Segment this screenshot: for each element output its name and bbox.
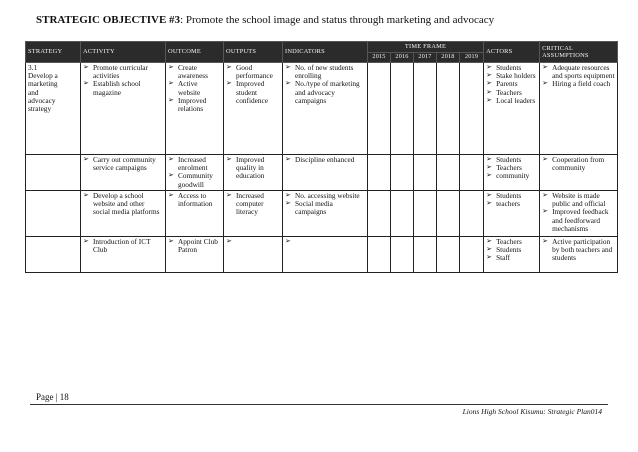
time-frame-cell <box>414 63 437 155</box>
arrow-bullet-icon: ➢ <box>226 155 232 163</box>
arrow-bullet-icon: ➢ <box>542 191 548 199</box>
arrow-bullet-icon: ➢ <box>168 63 174 71</box>
activity-text: Establish school magazine <box>93 79 141 97</box>
header-critical-assumptions: CRITICAL ASSUMPTIONS <box>540 42 618 63</box>
assumptions-text: Improved feedback and feedforward mechanisms <box>552 207 609 233</box>
arrow-bullet-icon: ➢ <box>486 155 492 163</box>
assumptions-cell <box>540 155 618 191</box>
arrow-bullet-icon: ➢ <box>486 163 492 172</box>
actors-text: Parents <box>496 79 518 89</box>
outcome-item <box>168 64 221 80</box>
indicators-item <box>285 200 365 216</box>
outcome-cell <box>166 155 224 191</box>
indicators-list <box>285 192 365 217</box>
outputs-cell <box>224 237 283 273</box>
assumptions-item <box>542 80 615 88</box>
indicators-text: No. accessing website <box>295 191 360 200</box>
arrow-bullet-icon: ➢ <box>486 199 492 208</box>
actors-cell <box>484 155 540 191</box>
outputs-list <box>226 64 280 105</box>
time-frame-cell <box>437 155 460 191</box>
assumptions-text: Adequate resources and sports equipment <box>552 63 615 81</box>
outputs-list <box>226 156 280 181</box>
actors-cell <box>484 237 540 273</box>
outcome-text: Appoint Club Patron <box>178 237 218 255</box>
outcome-list <box>168 192 221 208</box>
assumptions-cell <box>540 191 618 237</box>
arrow-bullet-icon: ➢ <box>486 191 492 199</box>
outcome-item <box>168 238 221 254</box>
outcome-list <box>168 238 221 254</box>
actors-item <box>486 200 537 208</box>
outcome-cell <box>166 63 224 155</box>
arrow-bullet-icon: ➢ <box>168 237 174 245</box>
outputs-text: Improved student confidence <box>236 79 269 105</box>
indicators-cell <box>283 155 368 191</box>
outcome-text: Community goodwill <box>178 171 213 189</box>
outputs-cell <box>224 63 283 155</box>
time-frame-cell <box>460 191 484 237</box>
assumptions-item <box>542 238 615 263</box>
outcome-item <box>168 97 221 113</box>
activity-list <box>83 156 163 172</box>
table-row <box>26 191 618 237</box>
actors-list <box>486 156 537 181</box>
header-year: 2017 <box>414 53 437 63</box>
strategic-plan-table <box>25 41 618 273</box>
table-row <box>26 155 618 191</box>
objective-number: STRATEGIC OBJECTIVE #3 <box>36 14 181 26</box>
outcome-cell <box>166 237 224 273</box>
header-year: 2018 <box>437 53 460 63</box>
actors-item <box>486 172 537 180</box>
arrow-bullet-icon: ➢ <box>285 79 291 88</box>
arrow-bullet-icon: ➢ <box>486 253 492 262</box>
assumptions-item <box>542 156 615 172</box>
actors-item <box>486 97 537 105</box>
time-frame-cell <box>437 191 460 237</box>
arrow-bullet-icon: ➢ <box>486 79 492 88</box>
time-frame-cell <box>391 63 414 155</box>
arrow-bullet-icon: ➢ <box>226 191 232 199</box>
assumptions-text: Active participation by both teachers and students <box>552 237 613 263</box>
actors-text: Stake holders <box>496 71 536 81</box>
activity-list <box>83 64 163 97</box>
outcome-text: Increased enrolment <box>178 155 208 173</box>
time-frame-cell <box>368 237 391 273</box>
indicators-item <box>285 156 365 164</box>
assumptions-list <box>542 64 615 89</box>
time-frame-cell <box>437 237 460 273</box>
arrow-bullet-icon: ➢ <box>168 155 174 163</box>
time-frame-cell <box>414 237 437 273</box>
arrow-bullet-icon: ➢ <box>285 155 291 163</box>
outcome-text: Create awareness <box>178 63 208 81</box>
activity-item <box>83 156 163 172</box>
outputs-item <box>226 64 280 80</box>
actors-item <box>486 246 537 254</box>
assumptions-cell <box>540 237 618 273</box>
indicators-text: Discipline enhanced <box>295 155 355 164</box>
arrow-bullet-icon: ➢ <box>226 79 232 88</box>
actors-text: Students <box>496 155 522 164</box>
outcome-text: Active website <box>178 79 201 97</box>
strategy-cell <box>26 237 81 273</box>
strategy-cell <box>26 63 81 155</box>
outputs-text: Improved quality in education <box>236 155 265 181</box>
header-actors: ACTORS <box>484 42 540 63</box>
outputs-item <box>226 80 280 105</box>
time-frame-cell <box>368 63 391 155</box>
arrow-bullet-icon: ➢ <box>486 63 492 71</box>
arrow-bullet-icon: ➢ <box>168 95 174 104</box>
indicators-cell <box>283 63 368 155</box>
strategic-objective-heading <box>36 14 494 26</box>
activity-item <box>83 64 163 80</box>
arrow-bullet-icon: ➢ <box>542 79 548 88</box>
arrow-bullet-icon: ➢ <box>226 237 232 245</box>
actors-text: Students <box>496 245 522 255</box>
activity-text: Carry out community service campaigns <box>93 155 156 173</box>
arrow-bullet-icon: ➢ <box>226 63 232 71</box>
indicators-cell <box>283 191 368 237</box>
header-time-frame: TIME FRAME <box>368 42 484 53</box>
arrow-bullet-icon: ➢ <box>486 245 492 254</box>
outputs-text: Good performance <box>236 63 273 81</box>
assumptions-item <box>542 64 615 80</box>
page-number: Page | 18 <box>36 392 69 402</box>
actors-text: Local leaders <box>496 95 536 105</box>
actors-cell <box>484 63 540 155</box>
time-frame-cell <box>460 63 484 155</box>
actors-text: Staff <box>496 253 511 263</box>
arrow-bullet-icon: ➢ <box>486 237 492 245</box>
activity-text: Develop a school website and other social media platforms <box>93 191 160 217</box>
activity-cell <box>81 63 166 155</box>
header-year: 2015 <box>368 53 391 63</box>
arrow-bullet-icon: ➢ <box>542 155 548 163</box>
arrow-bullet-icon: ➢ <box>542 237 548 245</box>
arrow-bullet-icon: ➢ <box>83 237 89 245</box>
assumptions-text: Website is made public and official <box>552 191 606 209</box>
actors-text: Students <box>496 191 522 200</box>
arrow-bullet-icon: ➢ <box>542 207 548 216</box>
footer-rule <box>30 404 608 405</box>
actors-text: Teachers <box>496 237 522 246</box>
outcome-list <box>168 156 221 189</box>
outputs-cell <box>224 155 283 191</box>
header-year: 2016 <box>391 53 414 63</box>
indicators-list <box>285 64 365 105</box>
table-header <box>26 42 618 63</box>
actors-text: Students <box>496 63 522 72</box>
arrow-bullet-icon: ➢ <box>285 191 291 199</box>
indicators-text: No. of new students enrolling <box>295 63 354 81</box>
outputs-text: Increased computer literacy <box>236 191 264 217</box>
table-body <box>26 63 618 273</box>
indicators-item <box>285 80 365 105</box>
actors-text: Teachers <box>496 163 522 173</box>
strategy-cell <box>26 155 81 191</box>
strategy-cell <box>26 191 81 237</box>
arrow-bullet-icon: ➢ <box>83 191 89 199</box>
arrow-bullet-icon: ➢ <box>83 155 89 163</box>
actors-cell <box>484 191 540 237</box>
activity-text: Promote curricular activities <box>93 63 148 81</box>
activity-text: Introduction of ICT Club <box>93 237 151 255</box>
time-frame-cell <box>460 237 484 273</box>
outputs-cell <box>224 191 283 237</box>
actors-text: Teachers <box>496 87 522 97</box>
assumptions-text: Cooperation from community <box>552 155 605 173</box>
time-frame-cell <box>391 155 414 191</box>
indicators-text: No./type of marketing and advocacy campaigns <box>295 79 360 105</box>
outputs-item <box>226 192 280 217</box>
table-row <box>26 63 618 155</box>
header-year: 2019 <box>460 53 484 63</box>
header-outputs: OUTPUTS <box>224 42 283 63</box>
header-outcome: OUTCOME <box>166 42 224 63</box>
indicators-list <box>285 156 365 164</box>
strategy-text: Develop a marketing and advocacy strategy <box>28 71 58 113</box>
arrow-bullet-icon: ➢ <box>486 71 492 80</box>
time-frame-cell <box>437 63 460 155</box>
arrow-bullet-icon: ➢ <box>486 87 492 96</box>
time-frame-cell <box>391 237 414 273</box>
assumptions-list <box>542 192 615 233</box>
arrow-bullet-icon: ➢ <box>83 63 89 71</box>
objective-text: : Promote the school image and status through marketing and advocacy <box>180 14 495 26</box>
header-activity: ACTIVITY <box>81 42 166 63</box>
activity-item <box>83 80 163 96</box>
time-frame-cell <box>414 155 437 191</box>
arrow-bullet-icon: ➢ <box>542 63 548 71</box>
arrow-bullet-icon: ➢ <box>486 171 492 180</box>
assumptions-list <box>542 238 615 263</box>
outcome-text: Access to information <box>178 191 213 209</box>
actors-text: teachers <box>496 199 520 209</box>
indicators-text: Social media campaigns <box>295 199 333 217</box>
table-row <box>26 237 618 273</box>
arrow-bullet-icon: ➢ <box>83 79 89 88</box>
outputs-item <box>226 156 280 181</box>
actors-list <box>486 192 537 208</box>
outcome-item <box>168 156 221 172</box>
assumptions-list <box>542 156 615 172</box>
assumptions-text: Hiring a field coach <box>552 79 611 89</box>
header-strategy: STRATEGY <box>26 42 81 63</box>
outputs-list <box>226 192 280 217</box>
time-frame-cell <box>414 191 437 237</box>
document-footer-title: Lions High School Kisumu: Strategic Plan014 <box>462 407 602 416</box>
arrow-bullet-icon: ➢ <box>486 95 492 104</box>
activity-item <box>83 238 163 254</box>
time-frame-cell <box>460 155 484 191</box>
activity-item <box>83 192 163 217</box>
actors-list <box>486 238 537 263</box>
arrow-bullet-icon: ➢ <box>285 237 291 245</box>
outcome-item <box>168 192 221 208</box>
time-frame-cell <box>368 155 391 191</box>
indicators-cell <box>283 237 368 273</box>
actors-list <box>486 64 537 105</box>
time-frame-cell <box>391 191 414 237</box>
activity-cell <box>81 155 166 191</box>
arrow-bullet-icon: ➢ <box>168 171 174 180</box>
outcome-text: Improved relations <box>178 95 207 113</box>
actors-text: community <box>496 171 530 181</box>
assumptions-item <box>542 208 615 233</box>
outcome-list <box>168 64 221 113</box>
activity-list <box>83 192 163 217</box>
activity-cell <box>81 237 166 273</box>
arrow-bullet-icon: ➢ <box>168 79 174 88</box>
arrow-bullet-icon: ➢ <box>285 63 291 71</box>
arrow-bullet-icon: ➢ <box>168 191 174 199</box>
assumptions-cell <box>540 63 618 155</box>
outcome-item <box>168 172 221 188</box>
outcome-item <box>168 80 221 96</box>
indicators-item <box>285 64 365 80</box>
activity-cell <box>81 191 166 237</box>
arrow-bullet-icon: ➢ <box>285 199 291 208</box>
assumptions-item <box>542 192 615 208</box>
actors-item <box>486 254 537 262</box>
strategy-number: 3.1 <box>28 63 38 72</box>
time-frame-cell <box>368 191 391 237</box>
activity-list <box>83 238 163 254</box>
outcome-cell <box>166 191 224 237</box>
header-indicators: INDICATORS <box>283 42 368 63</box>
